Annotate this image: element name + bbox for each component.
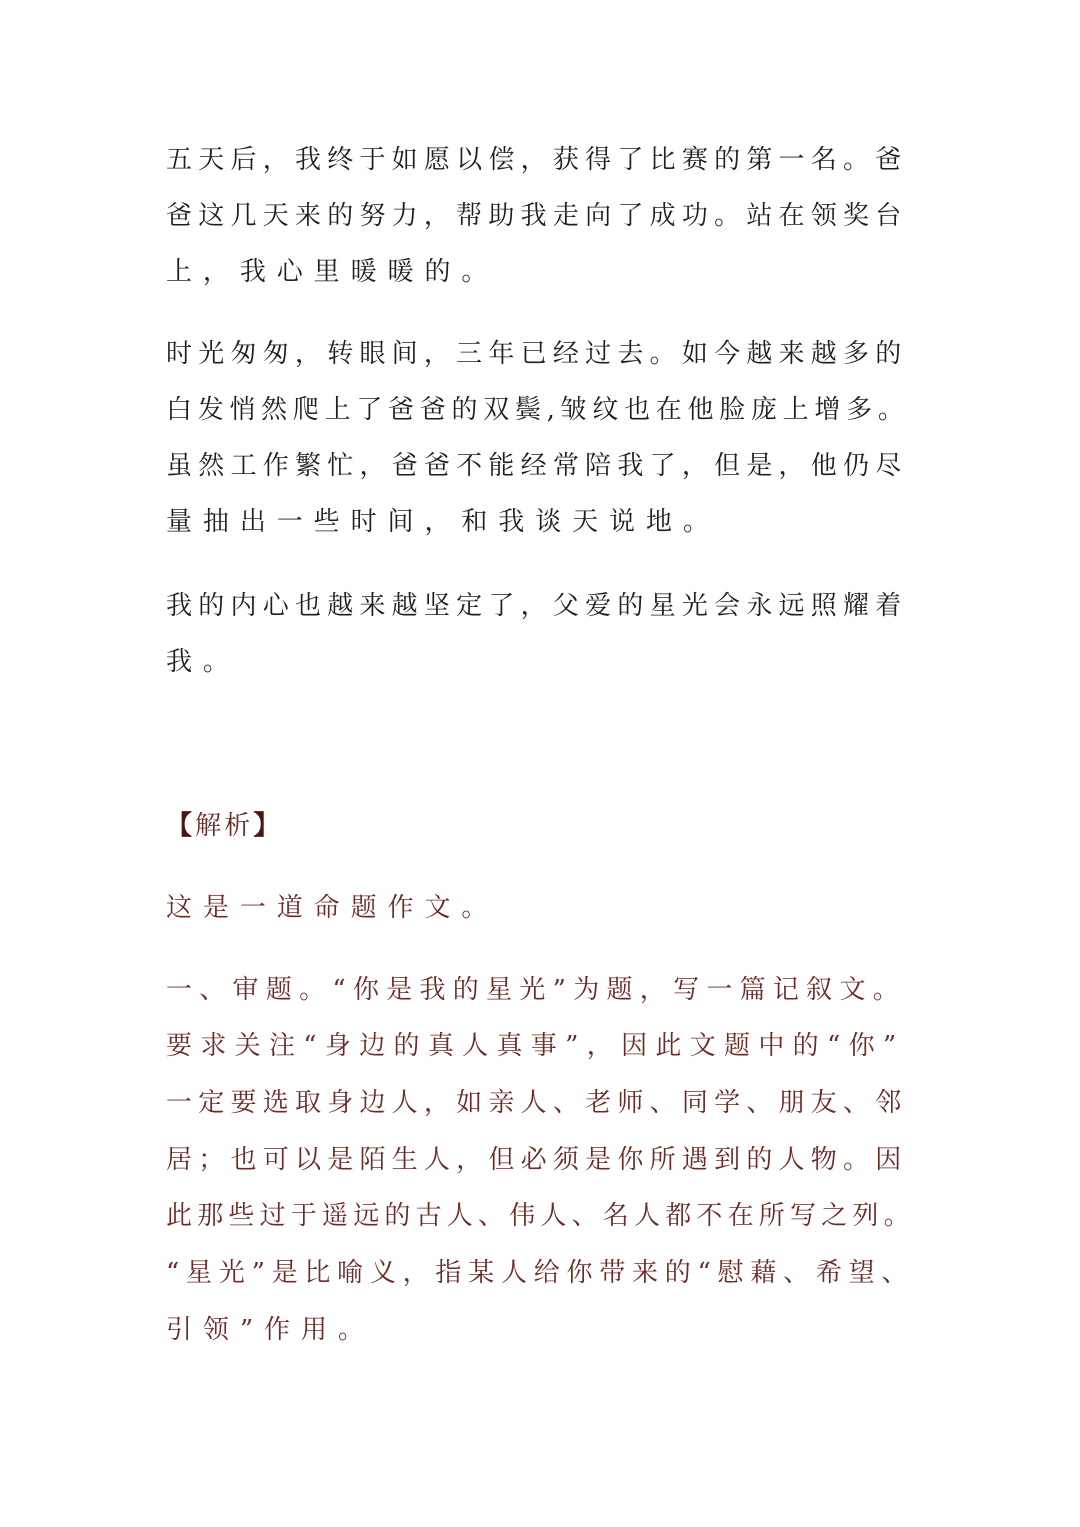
essay-line: 我的内心也越来越坚定了，父爱的星光会永远照耀着 [166, 591, 908, 621]
essay-line: 爸这几天来的努力，帮助我走向了成功。站在领奖台 [166, 201, 908, 231]
essay-line: 上，我心里暖暖的。 [166, 257, 499, 287]
analysis-line: “星光”是比喻义，指某人给你带来的“慰藉、希望、 [166, 1258, 915, 1288]
heading-close-bracket: 】 [253, 811, 283, 841]
essay-line: 时光匆匆，转眼间，三年已经过去。如今越来越多的 [166, 339, 908, 369]
analysis-line: 此那些过于遥远的古人、伟人、名人都不在所写之列。 [166, 1201, 915, 1231]
heading-text: 解析 [195, 811, 254, 841]
analysis-line: 要求关注“身边的真人真事”，因此文题中的“你” [166, 1031, 905, 1061]
essay-line: 五天后，我终于如愿以偿，获得了比赛的第一名。爸 [166, 145, 908, 175]
analysis-line: 居；也可以是陌生人，但必须是你所遇到的人物。因 [166, 1145, 908, 1175]
analysis-intro: 这是一道命题作文。 [166, 893, 499, 923]
essay-line: 我。 [166, 647, 240, 677]
essay-line: 虽然工作繁忙，爸爸不能经常陪我了，但是，他仍尽 [166, 451, 908, 481]
analysis-heading [166, 806, 283, 846]
heading-open-bracket: 【 [166, 811, 196, 841]
analysis-line: 一、审题。“你是我的星光”为题，写一篇记叙文。 [166, 975, 907, 1005]
essay-line: 量抽出一些时间，和我谈天说地。 [166, 507, 720, 537]
analysis-line: 引领”作用。 [166, 1315, 375, 1345]
essay-line: 白发悄然爬上了爸爸的双鬓,皱纹也在他脸庞上增多。 [166, 395, 910, 425]
analysis-line: 一定要选取身边人，如亲人、老师、同学、朋友、邻 [166, 1088, 908, 1118]
